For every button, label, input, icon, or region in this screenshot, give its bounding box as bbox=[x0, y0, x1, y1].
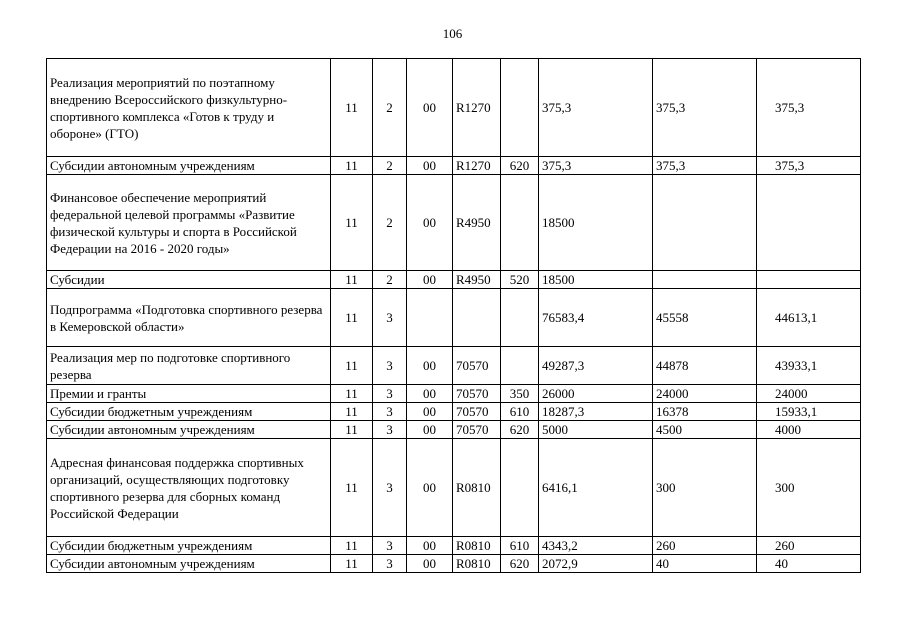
subsection-code-cell: 2 bbox=[373, 157, 407, 175]
amount-year1-cell: 6416,1 bbox=[539, 439, 653, 537]
program-code-cell: 00 bbox=[407, 385, 453, 403]
program-code-cell: 00 bbox=[407, 421, 453, 439]
expense-type-cell: 610 bbox=[501, 537, 539, 555]
target-item-cell: R4950 bbox=[453, 271, 501, 289]
amount-year3-cell: 44613,1 bbox=[757, 289, 861, 347]
table-row bbox=[47, 59, 861, 157]
expense-type-cell bbox=[501, 289, 539, 347]
table-row bbox=[47, 347, 861, 385]
amount-year1-cell: 2072,9 bbox=[539, 555, 653, 573]
program-code-cell: 00 bbox=[407, 403, 453, 421]
row-name-cell: Субсидии автономным учреждениям bbox=[47, 157, 331, 175]
subsection-code-cell: 3 bbox=[373, 439, 407, 537]
section-code-cell: 11 bbox=[331, 403, 373, 421]
section-code-cell: 11 bbox=[331, 157, 373, 175]
budget-table bbox=[46, 58, 861, 573]
subsection-code-cell: 3 bbox=[373, 555, 407, 573]
program-code-cell: 00 bbox=[407, 555, 453, 573]
amount-year1-cell: 26000 bbox=[539, 385, 653, 403]
expense-type-cell bbox=[501, 439, 539, 537]
row-name-cell: Субсидии bbox=[47, 271, 331, 289]
expense-type-cell bbox=[501, 59, 539, 157]
amount-year1-cell: 76583,4 bbox=[539, 289, 653, 347]
subsection-code-cell: 2 bbox=[373, 59, 407, 157]
target-item-cell: R4950 bbox=[453, 175, 501, 271]
table-row bbox=[47, 439, 861, 537]
program-code-cell: 00 bbox=[407, 175, 453, 271]
amount-year3-cell bbox=[757, 175, 861, 271]
amount-year3-cell: 4000 bbox=[757, 421, 861, 439]
table-row bbox=[47, 271, 861, 289]
row-name-cell: Субсидии автономным учреждениям bbox=[47, 555, 331, 573]
table-row bbox=[47, 175, 861, 271]
subsection-code-cell: 3 bbox=[373, 537, 407, 555]
amount-year2-cell: 4500 bbox=[653, 421, 757, 439]
table-row bbox=[47, 403, 861, 421]
section-code-cell: 11 bbox=[331, 555, 373, 573]
row-name-cell: Субсидии автономным учреждениям bbox=[47, 421, 331, 439]
expense-type-cell bbox=[501, 175, 539, 271]
target-item-cell: 70570 bbox=[453, 421, 501, 439]
amount-year3-cell: 300 bbox=[757, 439, 861, 537]
section-code-cell: 11 bbox=[331, 439, 373, 537]
program-code-cell: 00 bbox=[407, 271, 453, 289]
amount-year1-cell: 375,3 bbox=[539, 157, 653, 175]
subsection-code-cell: 3 bbox=[373, 421, 407, 439]
amount-year2-cell: 24000 bbox=[653, 385, 757, 403]
section-code-cell: 11 bbox=[331, 175, 373, 271]
amount-year2-cell: 375,3 bbox=[653, 59, 757, 157]
table-row bbox=[47, 421, 861, 439]
section-code-cell: 11 bbox=[331, 271, 373, 289]
subsection-code-cell: 3 bbox=[373, 403, 407, 421]
expense-type-cell: 350 bbox=[501, 385, 539, 403]
amount-year2-cell: 300 bbox=[653, 439, 757, 537]
amount-year3-cell: 43933,1 bbox=[757, 347, 861, 385]
amount-year3-cell: 375,3 bbox=[757, 59, 861, 157]
row-name-cell: Субсидии бюджетным учреждениям bbox=[47, 403, 331, 421]
amount-year2-cell: 375,3 bbox=[653, 157, 757, 175]
amount-year2-cell: 16378 bbox=[653, 403, 757, 421]
section-code-cell: 11 bbox=[331, 59, 373, 157]
subsection-code-cell: 2 bbox=[373, 175, 407, 271]
target-item-cell: R0810 bbox=[453, 555, 501, 573]
program-code-cell: 00 bbox=[407, 59, 453, 157]
amount-year2-cell bbox=[653, 271, 757, 289]
subsection-code-cell: 2 bbox=[373, 271, 407, 289]
amount-year3-cell: 40 bbox=[757, 555, 861, 573]
target-item-cell: R1270 bbox=[453, 59, 501, 157]
amount-year2-cell: 260 bbox=[653, 537, 757, 555]
section-code-cell: 11 bbox=[331, 421, 373, 439]
amount-year3-cell: 260 bbox=[757, 537, 861, 555]
row-name-cell: Финансовое обеспечение мероприятий федеральной целевой программы «Развитие физической культуры и спорта в Российской Федерации на 2016 - 2020 годы» bbox=[47, 175, 331, 271]
subsection-code-cell: 3 bbox=[373, 289, 407, 347]
amount-year1-cell: 375,3 bbox=[539, 59, 653, 157]
target-item-cell: 70570 bbox=[453, 385, 501, 403]
target-item-cell: R1270 bbox=[453, 157, 501, 175]
section-code-cell: 11 bbox=[331, 537, 373, 555]
amount-year3-cell bbox=[757, 271, 861, 289]
amount-year1-cell: 18500 bbox=[539, 175, 653, 271]
expense-type-cell: 520 bbox=[501, 271, 539, 289]
amount-year1-cell: 5000 bbox=[539, 421, 653, 439]
expense-type-cell: 610 bbox=[501, 403, 539, 421]
subsection-code-cell: 3 bbox=[373, 385, 407, 403]
row-name-cell: Реализация мероприятий по поэтапному внедрению Всероссийского физкультурно-спортивного комплекса «Готов к труду и обороне» (ГТО) bbox=[47, 59, 331, 157]
amount-year1-cell: 49287,3 bbox=[539, 347, 653, 385]
table-row bbox=[47, 289, 861, 347]
target-item-cell bbox=[453, 289, 501, 347]
table-row bbox=[47, 157, 861, 175]
target-item-cell: 70570 bbox=[453, 347, 501, 385]
section-code-cell: 11 bbox=[331, 385, 373, 403]
expense-type-cell: 620 bbox=[501, 421, 539, 439]
page-number: 106 bbox=[442, 26, 463, 41]
row-name-cell: Субсидии бюджетным учреждениям bbox=[47, 537, 331, 555]
program-code-cell bbox=[407, 289, 453, 347]
program-code-cell: 00 bbox=[407, 157, 453, 175]
target-item-cell: R0810 bbox=[453, 537, 501, 555]
row-name-cell: Реализация мер по подготовке спортивного резерва bbox=[47, 347, 331, 385]
amount-year2-cell: 40 bbox=[653, 555, 757, 573]
amount-year2-cell bbox=[653, 175, 757, 271]
amount-year3-cell: 375,3 bbox=[757, 157, 861, 175]
expense-type-cell: 620 bbox=[501, 157, 539, 175]
table-row bbox=[47, 537, 861, 555]
program-code-cell: 00 bbox=[407, 347, 453, 385]
amount-year1-cell: 18500 bbox=[539, 271, 653, 289]
table-row bbox=[47, 385, 861, 403]
subsection-code-cell: 3 bbox=[373, 347, 407, 385]
row-name-cell: Подпрограмма «Подготовка спортивного резерва в Кемеровской области» bbox=[47, 289, 331, 347]
amount-year2-cell: 44878 bbox=[653, 347, 757, 385]
amount-year3-cell: 15933,1 bbox=[757, 403, 861, 421]
program-code-cell: 00 bbox=[407, 439, 453, 537]
amount-year1-cell: 4343,2 bbox=[539, 537, 653, 555]
amount-year3-cell: 24000 bbox=[757, 385, 861, 403]
expense-type-cell bbox=[501, 347, 539, 385]
amount-year1-cell: 18287,3 bbox=[539, 403, 653, 421]
section-code-cell: 11 bbox=[331, 289, 373, 347]
section-code-cell: 11 bbox=[331, 347, 373, 385]
target-item-cell: 70570 bbox=[453, 403, 501, 421]
target-item-cell: R0810 bbox=[453, 439, 501, 537]
amount-year2-cell: 45558 bbox=[653, 289, 757, 347]
row-name-cell: Премии и гранты bbox=[47, 385, 331, 403]
row-name-cell: Адресная финансовая поддержка спортивных организаций, осуществляющих подготовку спортивного резерва для сборных команд Российской Федерации bbox=[47, 439, 331, 537]
table-row bbox=[47, 555, 861, 573]
expense-type-cell: 620 bbox=[501, 555, 539, 573]
program-code-cell: 00 bbox=[407, 537, 453, 555]
